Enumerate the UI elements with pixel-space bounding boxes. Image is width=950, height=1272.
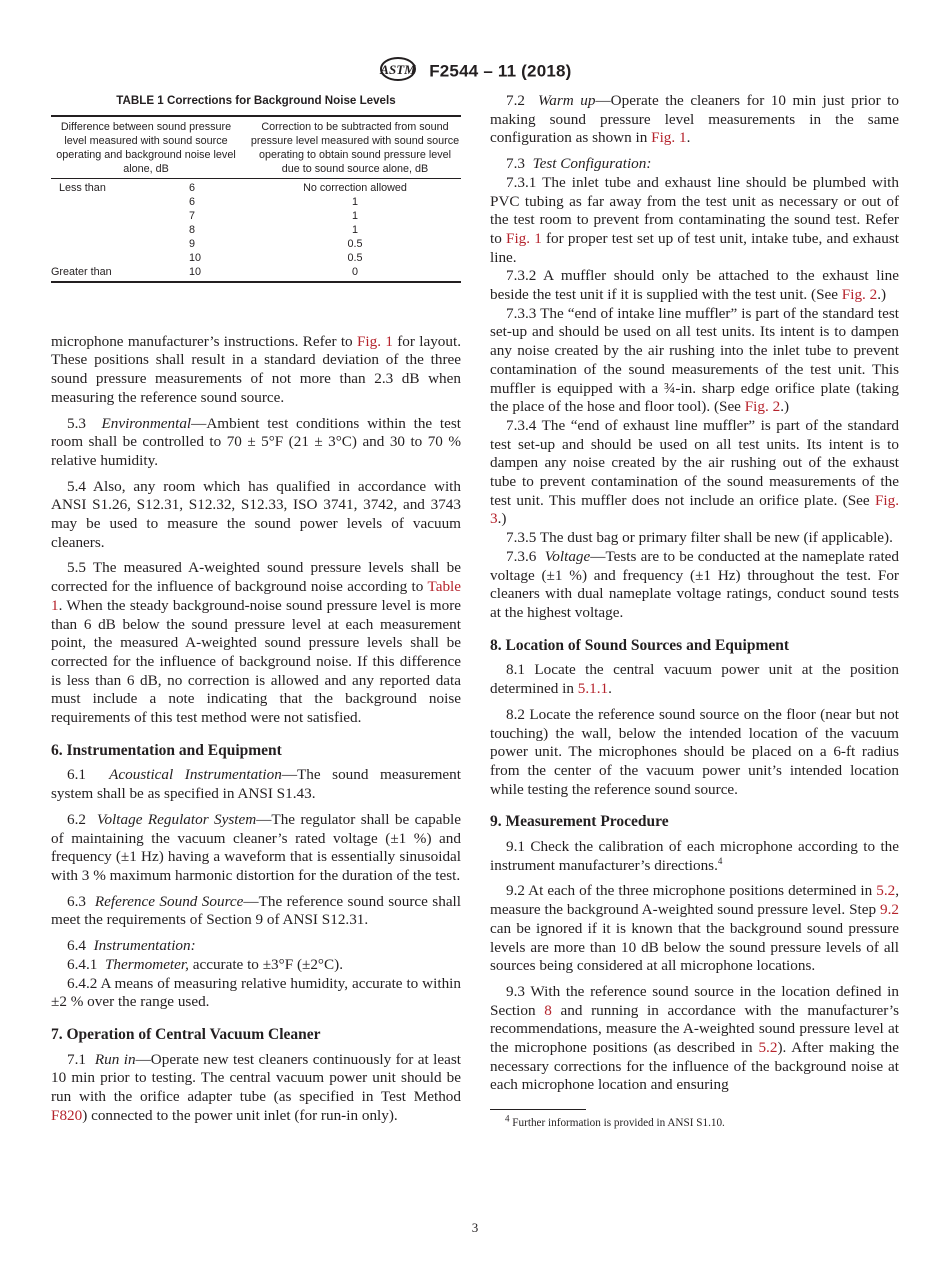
table-row: 7 1: [189, 209, 358, 222]
section-8-link[interactable]: 8: [544, 1001, 552, 1019]
fig-2-link[interactable]: Fig. 2: [744, 398, 781, 416]
fig-1-link[interactable]: Fig. 1: [651, 129, 687, 147]
section-6-heading: 6. Instrumentation and Equipment: [51, 741, 282, 759]
paragraph-6-3: 6.3 Reference Sound Source—The reference sound source shall meet the requirements of Section 9 of ANSI S12.31.: [51, 892, 461, 929]
fig-1-link[interactable]: Fig. 1: [506, 229, 542, 247]
paragraph-7-3-1: 7.3.1 The inlet tube and exhaust line should be plumbed with PVC tubing as far away from the test unit as necessary or out of the test room to prevent from contaminating the sound test. Refer to Fig. 1 for proper test set up of test unit, intake tube, and exhaust line.: [490, 173, 899, 266]
footnote-divider: [490, 1109, 586, 1110]
paragraph-5-4: 5.4 Also, any room which has qualified in accordance with ANSI S1.26, S12.31, S12.32, S12.33, ISO 3741, 3742, and 3743 may be used to measure the sound power levels of vacuum cleaners.: [51, 477, 461, 551]
paragraph-9-1: 9.1 Check the calibration of each microphone according to the instrument manufacturer’s directions.$^4$: [490, 838, 899, 874]
paragraph-6-4-2: 6.4.2 A means of measuring relative humidity, accurate to within ±2 % over the range used.: [51, 974, 461, 1011]
fig-1-link[interactable]: Fig. 1: [356, 332, 393, 350]
table-row: Greater than 10 0: [51, 265, 461, 282]
paragraph-5-3: 5.3 Environmental—Ambient test conditions within the test room shall be controlled to 70 ± 5°F (21 ± 3°C) and 30 to 70 % relative humidity.: [51, 414, 461, 469]
paragraph-9-3: 9.3 With the reference sound source in the location defined in Section 8 and running in accordance with the manufacturer’s recommendations, measure the A-weighted sound pressure level at the microphone positions (as described in 5.2). After making the necessary corrections for the influence of the background noise at each microphone location and ensuring: [490, 982, 899, 1094]
table-1-link[interactable]: Table 1: [51, 578, 461, 614]
table-row: Less than 6 No correction allowed: [59, 181, 407, 194]
document-designation: F2544 – 11 (2018): [429, 61, 572, 81]
page-number: 3: [471, 1220, 479, 1235]
table-header-difference: Difference between sound pressure level measured with sound source operating and background noise level alone, dB: [51, 116, 249, 179]
paragraph-7-1: 7.1 Run in—Operate new test cleaners continuously for at least 10 min prior to testing. The central vacuum power unit should be run with the orifice adapter tube (as specified in Test Method F820) connected to the power unit inlet (for run-in only).: [51, 1050, 461, 1124]
corrections-table: [51, 115, 461, 283]
paragraph-6-2: 6.2 Voltage Regulator System—The regulator shall be capable of maintaining the vacuum cleaner’s rated voltage (±1 %) and frequency (±1 Hz) having a waveform that is essentially sinusoidal with 3 % maximum harmonic distortion for the duration of the test.: [51, 810, 461, 884]
table-row: 10 0.5: [189, 251, 363, 264]
table-row: 6 1: [189, 195, 358, 208]
left-column: [51, 92, 461, 1125]
paragraph-7-3-5: 7.3.5 The dust bag or primary filter shall be new (if applicable).: [506, 529, 893, 547]
svg-text:ASTM: ASTM: [380, 62, 417, 77]
astm-logo-icon: [378, 56, 418, 87]
paragraph-8-1: 8.1 Locate the central vacuum power unit at the position determined in 5.1.1.: [490, 661, 899, 698]
table-row: 9 0.5: [189, 237, 363, 250]
paragraph-6-4-1: 6.4.1 Thermometer, accurate to ±3°F (±2°C).: [67, 955, 343, 973]
table-header-correction: Correction to be subtracted from sound pressure level measured with sound source operating to obtain sound pressure level due to sound source alone, dB: [249, 116, 461, 179]
section-5-2-link[interactable]: 5.2: [758, 1039, 778, 1057]
paragraph-8-2: 8.2 Locate the reference sound source on the floor (near but not touching) the wall, below the intended location of the vacuum power unit. The microphones should be placed on a 6-ft radius from the center of the vacuum power unit’s intended location while testing the reference sound source.: [490, 705, 899, 798]
footnote-4: $^4$ Further information is provided in ANSI S1.10.: [505, 1113, 725, 1130]
section-9-2-link[interactable]: 9.2: [880, 901, 899, 919]
fig-3-link[interactable]: Fig. 3: [490, 491, 899, 528]
paragraph-7-2: 7.2 Warm up—Operate the cleaners for 10 min just prior to making sound pressure level measurements in the same configuration as shown in Fig. 1.: [490, 92, 899, 147]
paragraph-7-3-6: 7.3.6 Voltage—Tests are to be conducted at the nameplate rated voltage (±1 %) and frequency (±1 Hz) throughout the test. For cleaners with dual nameplate voltage ratings, conduct sound tests at the highest voltage.: [490, 547, 900, 621]
paragraph-7-3-3: 7.3.3 The “end of intake line muffler” is part of the standard test set-up and should be used on all test units. Its intent is to dampen any noise created by the air rushing into the inlet tube to prevent contamination of the sound measurements of the test unit. This muffler is equipped with a ¾-in. sharp edge orifice plate (taking the place of the hose and floor tool). (See Fig. 2.): [490, 304, 899, 416]
table-caption: TABLE 1 Corrections for Background Noise Levels: [116, 94, 396, 107]
section-8-heading: 8. Location of Sound Sources and Equipment: [490, 636, 790, 654]
table-row: 8 1: [189, 223, 358, 236]
paragraph-7-3: 7.3 Test Configuration:: [506, 155, 652, 173]
section-5-1-1-link[interactable]: 5.1.1: [577, 680, 609, 698]
fig-2-link[interactable]: Fig. 2: [841, 286, 878, 304]
paragraph-6-1: 6.1 Acoustical Instrumentation—The sound measurement system shall be as specified in ANSI S1.43.: [51, 766, 461, 803]
paragraph-6-4: 6.4 Instrumentation:: [67, 937, 196, 955]
paragraph-7-3-2: 7.3.2 A muffler should only be attached to the exhaust line beside the test unit if it is supplied with the test unit. (See Fig. 2.): [490, 267, 899, 304]
f820-link[interactable]: F820: [51, 1106, 83, 1124]
paragraph-5-2-continued: microphone manufacturer’s instructions. Refer to Fig. 1 for layout. These positions shall result in a standard deviation of the three sound pressure measurements of not more than 2.3 dB when measuring the reference sound source.: [51, 332, 462, 406]
section-9-heading: 9. Measurement Procedure: [490, 813, 669, 831]
section-5-2-link[interactable]: 5.2: [876, 882, 896, 900]
page-header: [0, 56, 950, 87]
footnote-ref[interactable]: 4: [717, 855, 723, 866]
right-column: [490, 92, 899, 1130]
paragraph-9-2: 9.2 At each of the three microphone positions determined in 5.2, measure the background A-weighted sound pressure level. Step 9.2 can be ignored if it is known that the background sound pressure levels are more than 10 dB below the sound pressure levels of all sources being considered at all microphone locations.: [490, 882, 899, 975]
paragraph-7-3-4: 7.3.4 The “end of exhaust line muffler” is part of the standard test set-up and should be used on all test units. Its intent is to dampen any noise created by the air rushing out of the exhaust tube to prevent contamination of the sound measurements of the test unit. This muffler does not include an orifice plate. (See Fig. 3.): [490, 416, 899, 528]
section-7-heading: 7. Operation of Central Vacuum Cleaner: [51, 1025, 321, 1043]
paragraph-5-5: 5.5 The measured A-weighted sound pressure levels shall be corrected for the influence of background noise according to Table 1. When the steady background-noise sound pressure level is more than 6 dB below the sound pressure level at each measurement point, the measured A-weighted sound pressure levels shall be corrected for the influence of background noise. If this difference is less than 6 dB, no correction is allowed and any reported data must include a note indicating that the background noise requirements of this test method were not satisfied.: [51, 559, 461, 727]
